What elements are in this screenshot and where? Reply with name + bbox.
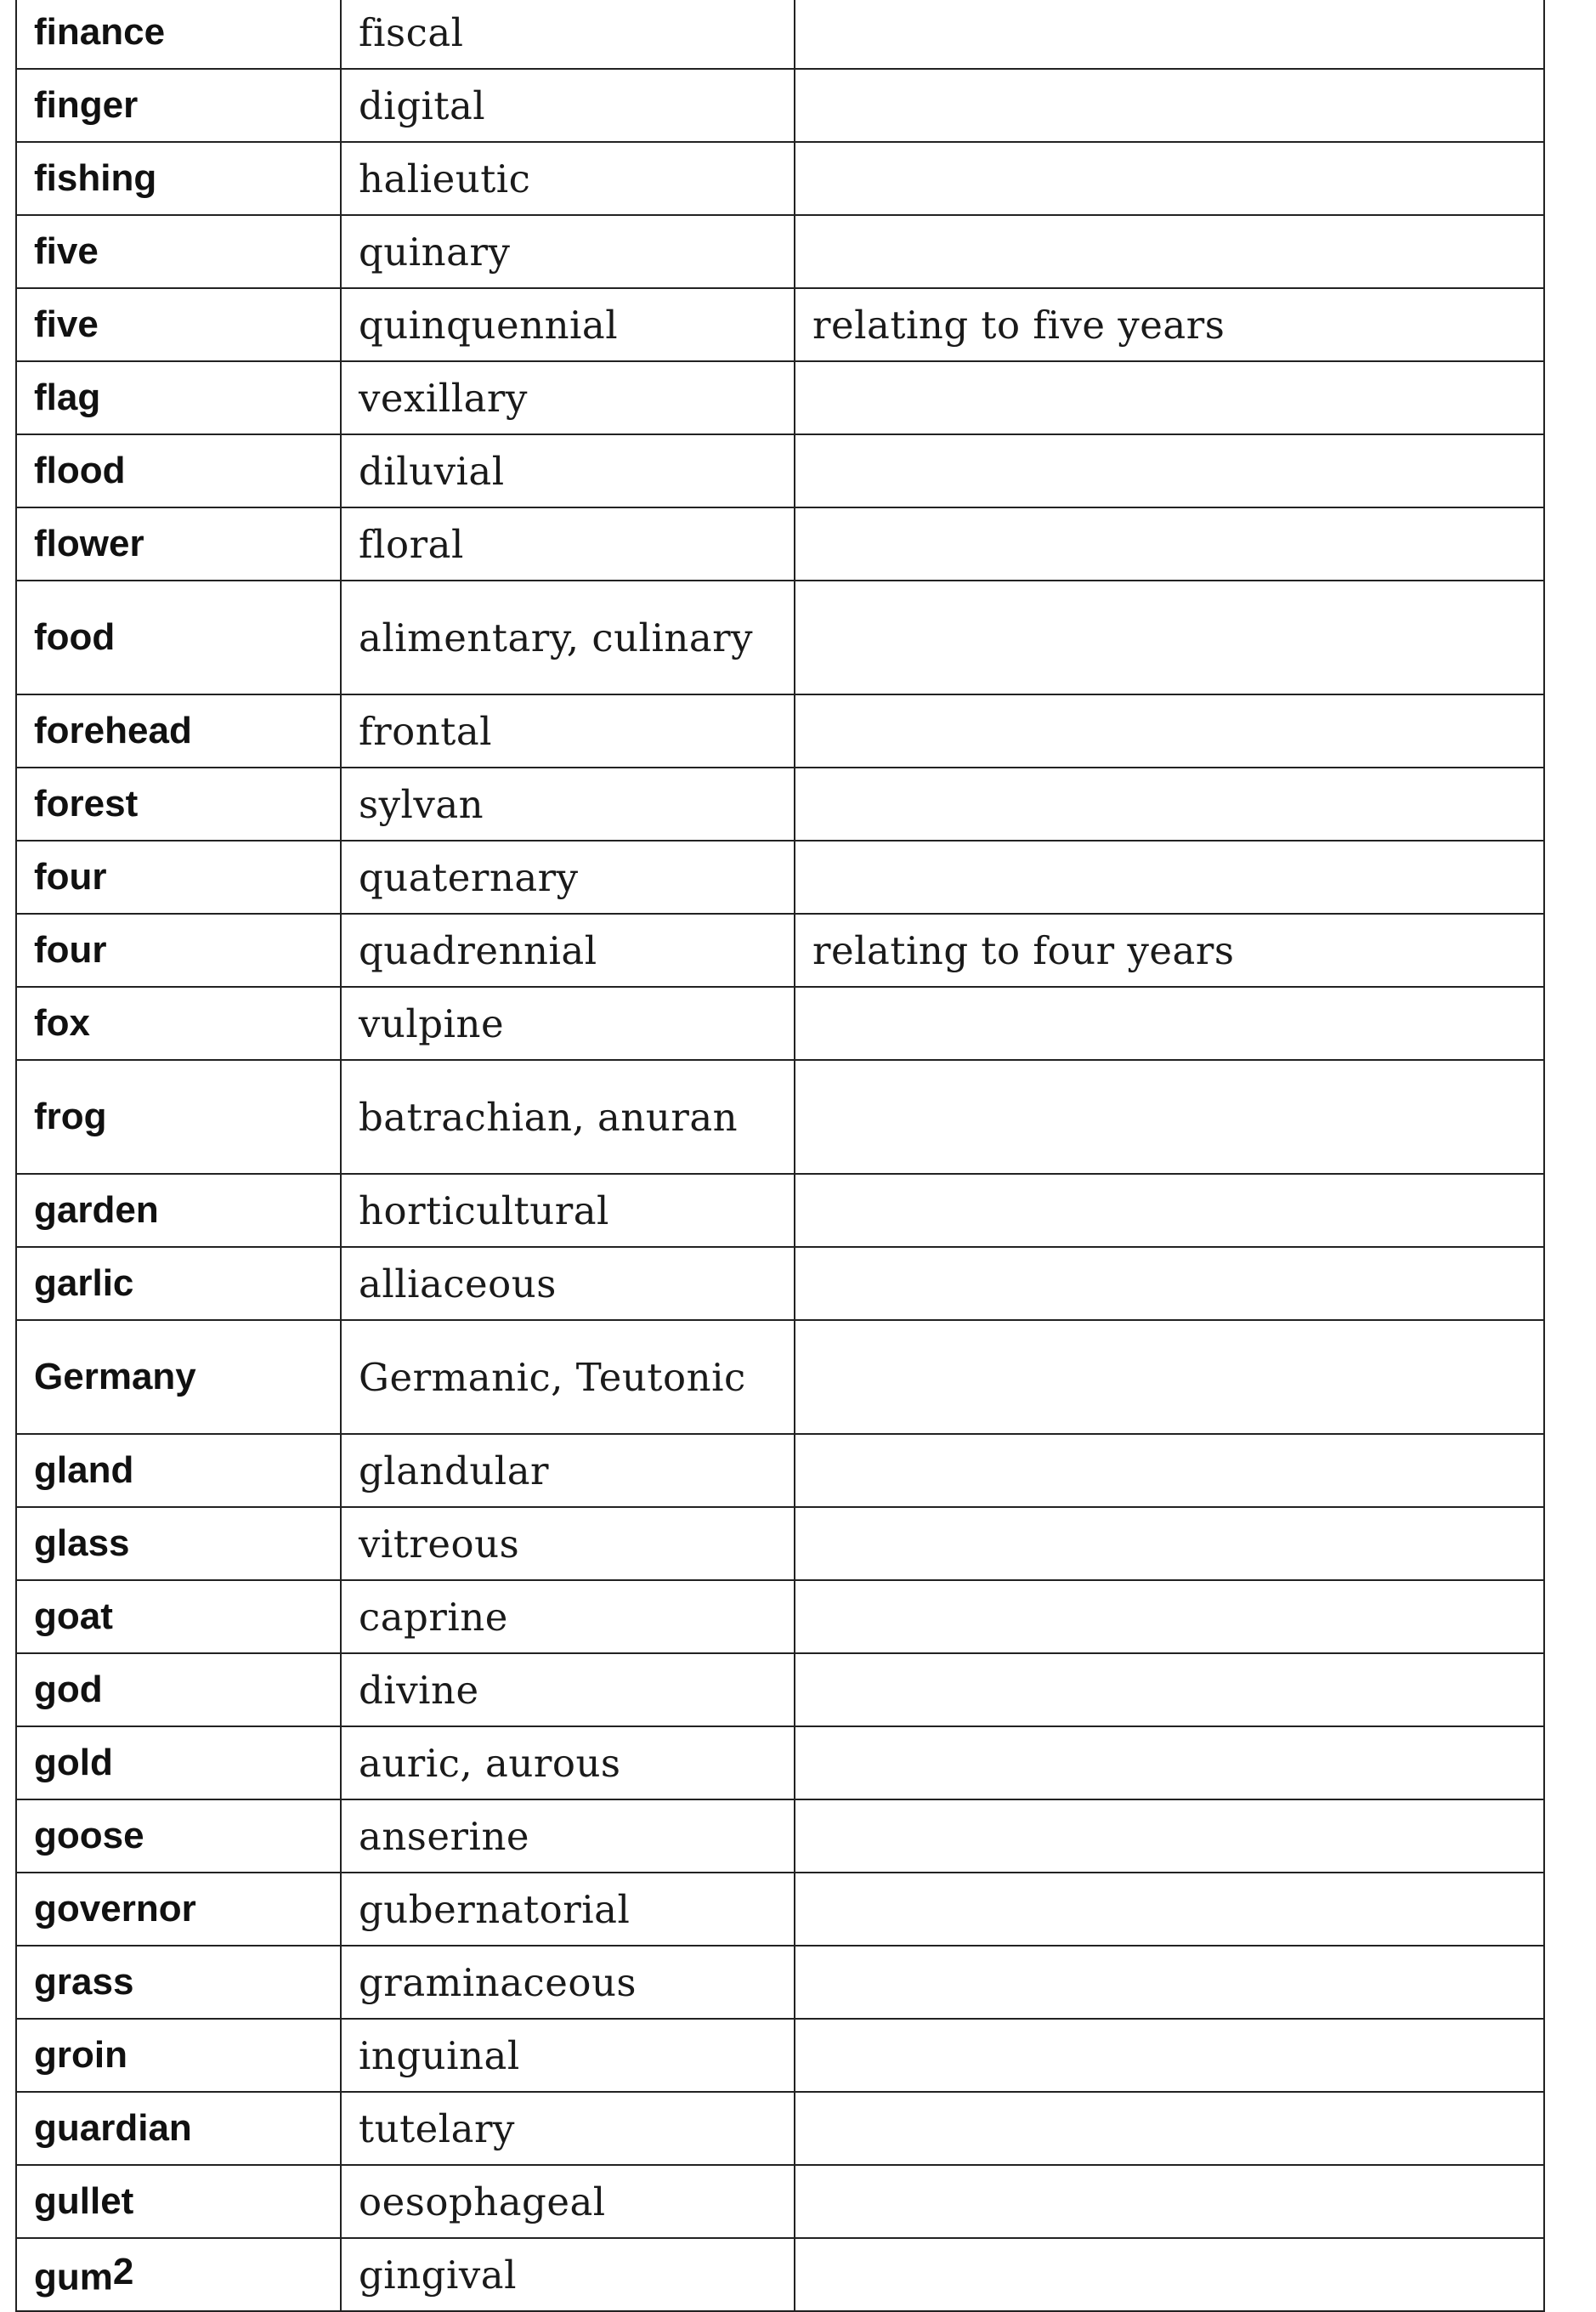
table-row xyxy=(16,768,1544,841)
note-cell xyxy=(795,2092,1544,2165)
note-cell xyxy=(795,1726,1544,1799)
adjective-text: horticultural xyxy=(359,1187,609,1233)
table-row xyxy=(16,434,1544,507)
term-text: garlic xyxy=(34,1262,134,1304)
term-text: finger xyxy=(34,84,139,126)
term-text: flag xyxy=(34,377,101,418)
note-cell xyxy=(795,1653,1544,1726)
adjective-cell xyxy=(341,1653,795,1726)
table-row xyxy=(16,1434,1544,1507)
table-row xyxy=(16,215,1544,288)
table-row xyxy=(16,1873,1544,1946)
term-text: guardian xyxy=(34,2107,192,2149)
note-cell xyxy=(795,987,1544,1060)
term-cell xyxy=(16,1320,341,1434)
note-cell xyxy=(795,142,1544,215)
adjective-cell xyxy=(341,581,795,694)
term-cell xyxy=(16,2165,341,2238)
term-cell xyxy=(16,288,341,361)
table-row xyxy=(16,987,1544,1060)
adjective-text: gingival xyxy=(359,2252,518,2298)
note-cell xyxy=(795,1434,1544,1507)
note-cell xyxy=(795,1873,1544,1946)
term-text: forehead xyxy=(34,710,192,751)
table-row xyxy=(16,694,1544,768)
term-text: glass xyxy=(34,1522,130,1564)
table-row xyxy=(16,2165,1544,2238)
term-text: garden xyxy=(34,1189,159,1231)
term-cell xyxy=(16,2238,341,2311)
adjective-cell xyxy=(341,69,795,142)
table-row xyxy=(16,2238,1544,2311)
adjective-text: digital xyxy=(359,82,486,128)
note-cell xyxy=(795,1060,1544,1174)
term-text: frog xyxy=(34,1096,107,1137)
note-cell xyxy=(795,507,1544,581)
table-row xyxy=(16,507,1544,581)
adjective-text: anserine xyxy=(359,1813,530,1859)
note-cell xyxy=(795,1946,1544,2019)
adjective-cell xyxy=(341,1060,795,1174)
adjective-cell xyxy=(341,0,795,69)
term-text: groin xyxy=(34,2034,127,2076)
term-cell xyxy=(16,507,341,581)
adjective-text: sylvan xyxy=(359,781,484,827)
note-cell xyxy=(795,434,1544,507)
adjective-cell xyxy=(341,1726,795,1799)
adjective-text: gubernatorial xyxy=(359,1886,631,1932)
term-cell xyxy=(16,1247,341,1320)
term-text: food xyxy=(34,616,116,658)
note-cell xyxy=(795,694,1544,768)
adjective-cell xyxy=(341,841,795,914)
note-text: relating to five years xyxy=(812,302,1225,348)
table-row xyxy=(16,1726,1544,1799)
term-cell xyxy=(16,2019,341,2092)
note-cell xyxy=(795,1799,1544,1873)
adjective-cell xyxy=(341,2165,795,2238)
note-cell xyxy=(795,1174,1544,1247)
term-text: god xyxy=(34,1669,103,1710)
term-cell xyxy=(16,841,341,914)
table-row xyxy=(16,1320,1544,1434)
adjective-text: quadrennial xyxy=(359,927,597,973)
adjective-text: vexillary xyxy=(359,375,528,421)
adjective-cell xyxy=(341,1580,795,1653)
note-cell xyxy=(795,1247,1544,1320)
note-cell xyxy=(795,69,1544,142)
adjective-text: inguinal xyxy=(359,2032,520,2078)
adjective-cell xyxy=(341,142,795,215)
table-row xyxy=(16,1060,1544,1174)
adjective-text: frontal xyxy=(359,708,493,754)
glossary-body xyxy=(16,0,1544,2311)
term-cell xyxy=(16,768,341,841)
adjective-text: vulpine xyxy=(359,1000,505,1046)
adjective-cell xyxy=(341,987,795,1060)
adjective-cell xyxy=(341,361,795,434)
term-cell xyxy=(16,2092,341,2165)
term-cell xyxy=(16,215,341,288)
term-cell xyxy=(16,1434,341,1507)
note-text: relating to four years xyxy=(812,927,1235,973)
adjective-text: vitreous xyxy=(359,1521,520,1567)
adjective-text: Germanic, Teutonic xyxy=(359,1354,746,1400)
note-cell xyxy=(795,1507,1544,1580)
adjective-cell xyxy=(341,2238,795,2311)
term-cell xyxy=(16,1726,341,1799)
term-cell xyxy=(16,1580,341,1653)
adjective-cell xyxy=(341,914,795,987)
table-row xyxy=(16,1653,1544,1726)
table-row xyxy=(16,2092,1544,2165)
adjective-cell xyxy=(341,507,795,581)
table-row xyxy=(16,0,1544,69)
term-cell xyxy=(16,914,341,987)
term-cell xyxy=(16,1946,341,2019)
table-row xyxy=(16,1799,1544,1873)
adjective-cell xyxy=(341,434,795,507)
table-row xyxy=(16,1580,1544,1653)
term-text: governor xyxy=(34,1888,196,1930)
adjective-cell xyxy=(341,768,795,841)
table-row xyxy=(16,1247,1544,1320)
term-text: finance xyxy=(34,11,166,53)
table-row xyxy=(16,69,1544,142)
note-cell xyxy=(795,914,1544,987)
term-text: goose xyxy=(34,1815,144,1856)
adjective-cell xyxy=(341,1434,795,1507)
adjective-text: quinary xyxy=(359,229,511,275)
adjective-cell xyxy=(341,1507,795,1580)
term-superscript: 2 xyxy=(112,2250,134,2292)
adjective-text: floral xyxy=(359,521,464,567)
table-row xyxy=(16,142,1544,215)
term-cell xyxy=(16,0,341,69)
adjective-cell xyxy=(341,1320,795,1434)
adjective-cell xyxy=(341,288,795,361)
term-text: forest xyxy=(34,783,139,824)
table-row xyxy=(16,2019,1544,2092)
adjective-cell xyxy=(341,1946,795,2019)
note-cell xyxy=(795,581,1544,694)
term-text: Germany xyxy=(34,1356,196,1397)
adjective-text: halieutic xyxy=(359,156,531,201)
term-text: grass xyxy=(34,1961,134,2003)
adjective-cell xyxy=(341,2092,795,2165)
adjective-text: divine xyxy=(359,1667,479,1713)
adjective-cell xyxy=(341,2019,795,2092)
term-text: gold xyxy=(34,1742,113,1783)
table-row xyxy=(16,841,1544,914)
adjective-cell xyxy=(341,1873,795,1946)
adjective-cell xyxy=(341,1247,795,1320)
adjective-text: graminaceous xyxy=(359,1959,637,2005)
table-row xyxy=(16,1507,1544,1580)
term-cell xyxy=(16,581,341,694)
note-cell xyxy=(795,1320,1544,1434)
note-cell xyxy=(795,288,1544,361)
term-cell xyxy=(16,694,341,768)
term-cell xyxy=(16,142,341,215)
term-cell xyxy=(16,1799,341,1873)
table-row xyxy=(16,581,1544,694)
term-cell xyxy=(16,361,341,434)
term-cell xyxy=(16,1873,341,1946)
term-cell xyxy=(16,1060,341,1174)
term-text: gullet xyxy=(34,2180,134,2222)
term-cell xyxy=(16,987,341,1060)
note-cell xyxy=(795,841,1544,914)
adjective-cell xyxy=(341,1799,795,1873)
term-text: fox xyxy=(34,1002,90,1044)
adjective-text: quinquennial xyxy=(359,302,619,348)
term-cell xyxy=(16,1507,341,1580)
table-row xyxy=(16,1174,1544,1247)
note-cell xyxy=(795,0,1544,69)
note-cell xyxy=(795,768,1544,841)
adjective-text: glandular xyxy=(359,1448,550,1493)
adjective-text: diluvial xyxy=(359,448,505,494)
table-row xyxy=(16,361,1544,434)
adjective-cell xyxy=(341,694,795,768)
note-cell xyxy=(795,2238,1544,2311)
table-row xyxy=(16,1946,1544,2019)
term-text: five xyxy=(34,230,99,272)
glossary-table xyxy=(15,0,1545,2312)
term-text: four xyxy=(34,929,107,971)
term-text: flood xyxy=(34,450,126,491)
adjective-text: batrachian, anuran xyxy=(359,1094,739,1140)
term-text: four xyxy=(34,856,107,898)
note-cell xyxy=(795,2165,1544,2238)
term-text: gland xyxy=(34,1449,134,1491)
term-cell xyxy=(16,434,341,507)
term-cell xyxy=(16,1653,341,1726)
term-text: flower xyxy=(34,523,144,564)
term-cell xyxy=(16,1174,341,1247)
note-cell xyxy=(795,1580,1544,1653)
adjective-text: tutelary xyxy=(359,2105,515,2151)
adjective-cell xyxy=(341,215,795,288)
adjective-text: auric, aurous xyxy=(359,1740,621,1786)
term-text: goat xyxy=(34,1595,113,1637)
adjective-cell xyxy=(341,1174,795,1247)
term-cell xyxy=(16,69,341,142)
note-cell xyxy=(795,2019,1544,2092)
adjective-text: quaternary xyxy=(359,854,579,900)
table-row xyxy=(16,288,1544,361)
adjective-text: oesophageal xyxy=(359,2179,606,2224)
term-text: fishing xyxy=(34,157,157,199)
term-text: five xyxy=(34,303,99,345)
note-cell xyxy=(795,215,1544,288)
adjective-text: alliaceous xyxy=(359,1261,557,1306)
term-text: gum xyxy=(34,2256,113,2298)
table-row xyxy=(16,914,1544,987)
adjective-text: alimentary, culinary xyxy=(359,615,754,660)
note-cell xyxy=(795,361,1544,434)
adjective-text: caprine xyxy=(359,1594,508,1640)
adjective-text: fiscal xyxy=(359,9,464,55)
